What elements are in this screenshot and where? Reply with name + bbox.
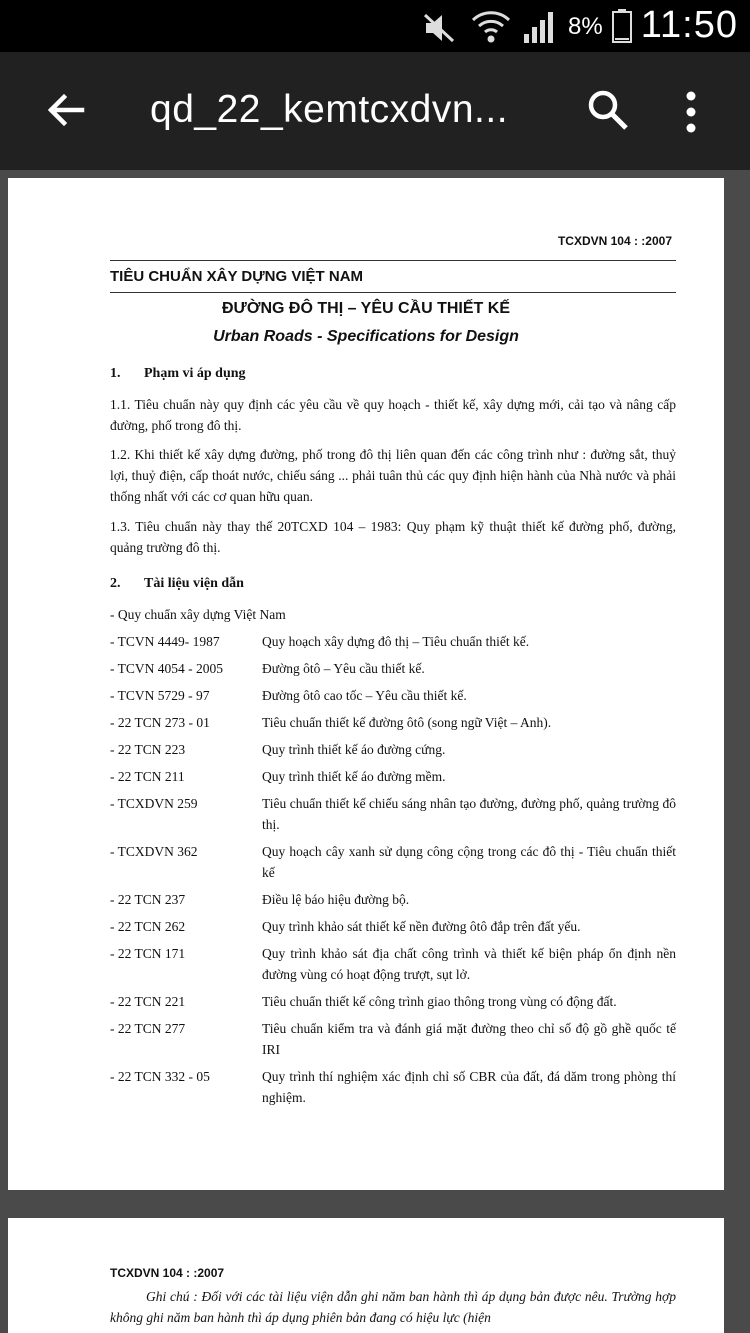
divider bbox=[110, 292, 676, 293]
back-arrow-icon[interactable] bbox=[44, 88, 88, 132]
reference-intro: - Quy chuẩn xây dựng Việt Nam bbox=[110, 607, 286, 622]
divider bbox=[110, 260, 676, 261]
status-bar bbox=[0, 0, 750, 52]
document-page-2 bbox=[8, 1218, 724, 1333]
paragraph: 1.3. Tiêu chuẩn này thay thế 20TCXD 104 – 1983: Quy phạm kỹ thuật thiết kế đường phố, đường, quảng trường đô thị. bbox=[110, 519, 676, 555]
battery-level: 8% bbox=[568, 13, 603, 40]
document-page-1: TCXDVN 104 : :2007 TIÊU CHUẨN XÂY DỰNG VIỆT NAM ĐƯỜNG ĐÔ THỊ – YÊU CẦU THIẾT KẾ Urban Roads - Specifications for Design 1. Phạm vi áp dụng 1.1. Tiêu chuẩn này quy định các yêu cầu về quy hoạch - thiết kế, xây dựng mới, cải tạo và nâng cấp đường, phố trong đô thị. 1.2. Khi thiết kế xây dựng đường, phố trong đô thị liên quan đến các công trình như : đường sắt, thuỷ lợi, thuỷ điện, cấp thoát nước, chiếu sáng ... phải tuân thủ các quy định hiện hành của Nhà nước và phải thống nhất với các cơ quan hữu quan. 1.3. Tiêu chuẩn này thay thế 20TCXD 104 – 1983: Quy phạm kỹ thuật thiết kế đường phố, đường, quảng trường đô thị. 2. Tài liệu viện dẫn - Quy chuẩn xây dựng Việt Nam - TCVN 4449- 1987 Quy hoạch xây dựng đô thị – Tiêu chuẩn thiết kế. - TCVN 4054 - 2005 Đường ôtô – Yêu cầu thiết kế. - TCVN 5729 - 97 Đường ôtô cao tốc – Yêu cầu thiết kế. - 22 TCN 273 - 01 Tiêu chuẩn thiết kế đường ôtô (song ngữ Việt – Anh). - 22 TCN 223 Quy trình thiết kế áo đường cứng. - 22 TCN 211 Quy trình thiết kế áo đường mềm. - TCXDVN 259 Tiêu chuẩn thiết kế chiếu sáng nhân tạo đường, đường phố, quảng trường đô thị. - TCXDVN 362 Quy hoạch cây xanh sử dụng công cộng trong các đô thị - Tiêu chuẩn thiết kế - 22 TCN 237 Điều lệ báo hiệu đường bộ. - 22 TCN 262 Quy trình khảo sát thiết kế nền đường ôtô đắp trên đất yếu. - 22 TCN 171 Quy trình khảo sát địa chất công trình và thiết kế biện pháp ổn định nền đường vùng có hoạt động trượt, sụt lở. - 22 TCN 221 Tiêu chuẩn thiết kế công trình giao thông trong vùng có động đất. - 22 TCN 277 Tiêu chuẩn kiểm tra và đánh giá mặt đường theo chỉ số độ gồ ghề quốc tế IRI - 22 TCN 332 - 05 Quy trình thí nghiệm xác định chỉ số CBR của đất, đá dăm trong phòng thí nghiệm. bbox=[8, 178, 724, 1190]
app-bar bbox=[0, 52, 750, 170]
search-icon[interactable] bbox=[586, 88, 630, 132]
clock: 11:50 bbox=[640, 4, 738, 46]
wifi-icon bbox=[470, 8, 512, 46]
signal-icon bbox=[522, 10, 558, 44]
document-viewer[interactable] bbox=[0, 170, 750, 1333]
section-heading: 1. Phạm vi áp dụng bbox=[110, 366, 246, 381]
document-code: TCXDVN 104 : :2007 bbox=[557, 234, 672, 248]
standard-heading: TIÊU CHUẨN XÂY DỰNG VIỆT NAM bbox=[110, 268, 364, 285]
document-title: qd_22_kemtcxdvn... bbox=[150, 88, 509, 131]
document-code: TCXDVN 104 : :2007 bbox=[110, 1266, 225, 1280]
battery-icon bbox=[612, 9, 632, 43]
mute-icon bbox=[422, 12, 458, 44]
paragraph: 1.2. Khi thiết kế xây dựng đường, phố trong đô thị liên quan đến các công trình như : đường sắt, thuỷ lợi, thuỷ điện, cấp thoát nước, chiếu sáng ... phải tuân thủ các quy định hiện hành của Nhà nước và phải thống nhất với các cơ quan hữu quan. bbox=[110, 447, 676, 504]
document-heading: ĐƯỜNG ĐÔ THỊ – YÊU CẦU THIẾT KẾ bbox=[222, 300, 510, 317]
section-heading: 2. Tài liệu viện dẫn bbox=[110, 576, 244, 591]
paragraph: 1.1. Tiêu chuẩn này quy định các yêu cầu về quy hoạch - thiết kế, xây dựng mới, cải tạo và nâng cấp đường, phố trong đô thị. bbox=[110, 397, 676, 433]
more-options-icon[interactable] bbox=[676, 88, 706, 136]
document-subheading: Urban Roads - Specifications for Design bbox=[213, 328, 519, 345]
note-paragraph: Ghi chú : Đối với các tài liệu viện dẫn ghi năm ban hành thì áp dụng bản được nêu. Trường hợp không ghi năm ban hành thì áp dụng phiên bản đang có hiệu lực (hiện bbox=[110, 1289, 676, 1325]
